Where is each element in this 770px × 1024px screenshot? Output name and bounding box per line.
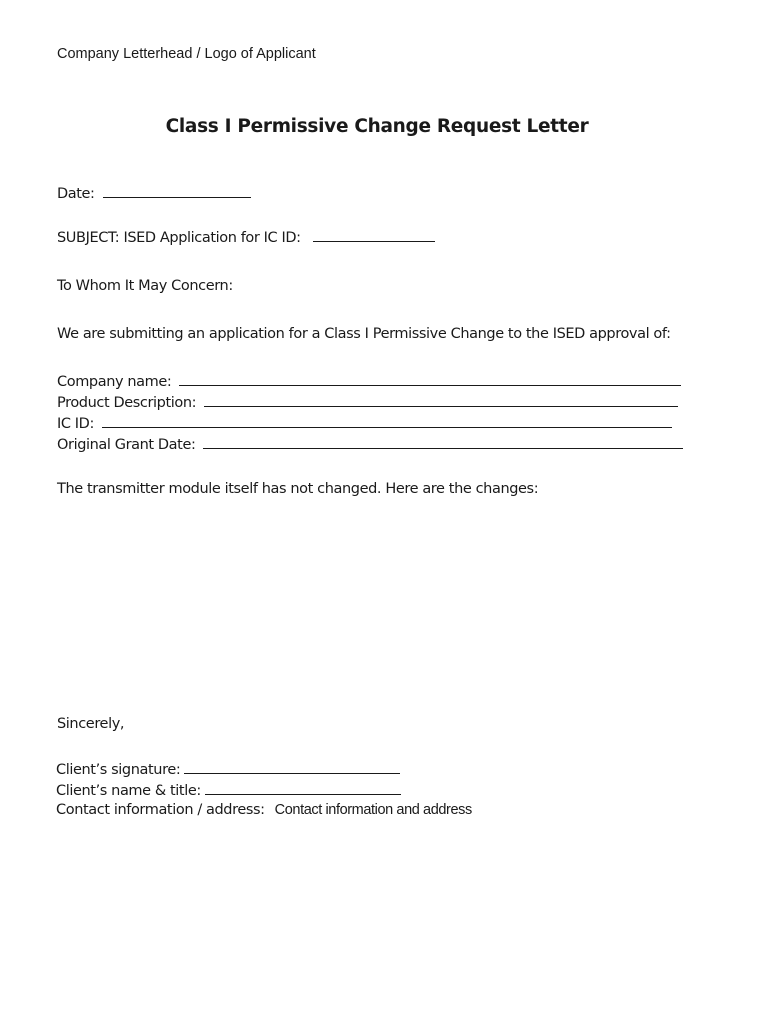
- date-line: [57, 184, 251, 202]
- page-title: Class I Permissive Change Request Letter: [165, 116, 589, 137]
- ic-id-field-blank[interactable]: [102, 414, 672, 428]
- date-label: Date:: [57, 186, 95, 202]
- intro-paragraph: We are submitting an application for a Class I Permissive Change to the ISED approval of:: [57, 326, 671, 342]
- salutation: To Whom It May Concern:: [57, 278, 233, 294]
- company-name-blank[interactable]: [179, 372, 681, 386]
- name-title-line: [56, 781, 401, 799]
- letterhead-placeholder: Company Letterhead / Logo of Applicant: [57, 46, 316, 62]
- original-grant-date-blank[interactable]: [203, 435, 683, 449]
- contact-value-field[interactable]: Contact information and address: [274, 802, 472, 818]
- closing: Sincerely,: [57, 716, 125, 732]
- product-description-blank[interactable]: [204, 393, 678, 407]
- original-grant-date-line: [57, 435, 683, 453]
- contact-label: Contact information / address:: [56, 802, 265, 818]
- product-description-label: Product Description:: [57, 395, 197, 411]
- company-name-line: [57, 372, 681, 390]
- changes-paragraph: The transmitter module itself has not changed. Here are the changes:: [57, 481, 539, 497]
- ic-id-blank[interactable]: [313, 228, 435, 242]
- signature-blank[interactable]: [184, 760, 400, 774]
- product-description-line: [57, 393, 678, 411]
- signature-line: [56, 760, 400, 778]
- ic-id-label: IC ID:: [57, 416, 94, 432]
- original-grant-date-label: Original Grant Date:: [57, 437, 196, 453]
- subject-label: SUBJECT: ISED Application for IC ID:: [57, 230, 301, 246]
- ic-id-line: [57, 414, 672, 432]
- name-title-blank[interactable]: [205, 781, 401, 795]
- contact-line: [56, 802, 472, 818]
- name-title-label: Client’s name & title:: [56, 783, 201, 799]
- date-blank[interactable]: [103, 184, 251, 198]
- company-name-label: Company name:: [57, 374, 172, 390]
- subject-line: [57, 228, 435, 246]
- signature-label: Client’s signature:: [56, 762, 181, 778]
